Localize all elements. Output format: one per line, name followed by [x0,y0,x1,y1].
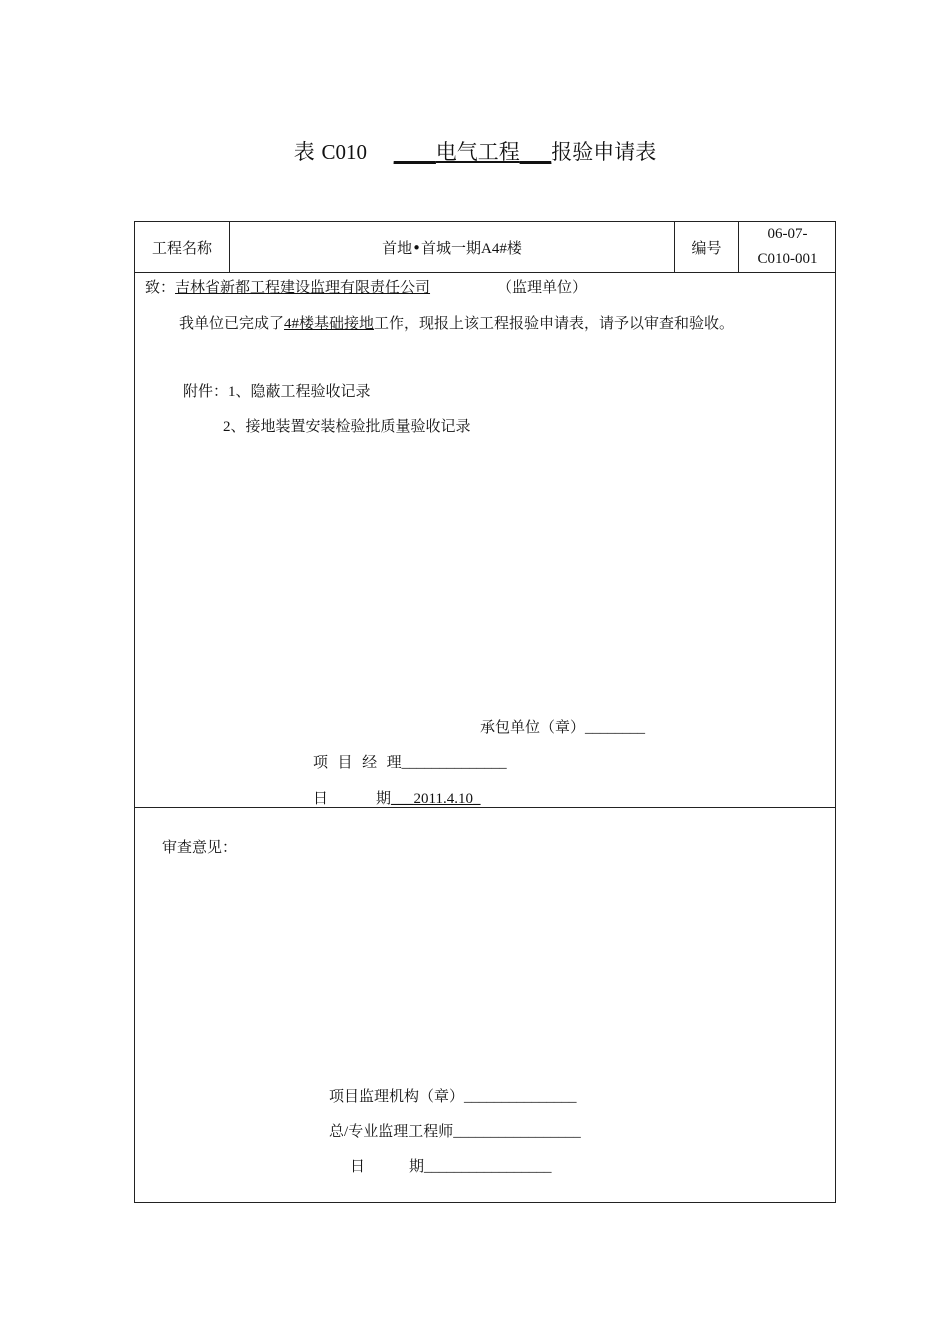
review-date-blank: _________________ [424,1159,552,1175]
manager-blank: ______________ [401,755,507,771]
header-row-bottom-border [135,272,835,273]
contractor-line [480,716,645,737]
supervising-engineer-line [329,1120,581,1141]
project-name-value-cell [230,222,674,272]
application-date-label-2: 期 [376,789,392,807]
agency-label: 项目监理机构（章） [329,1087,465,1105]
body-work-code: 4# [284,316,300,332]
attachment-1-text: 、隐蔽工程验收记录 [235,382,371,400]
project-name-part1: 首地•首城一期 [382,238,481,257]
attachment-1-num: 1 [228,384,236,400]
form-title [0,136,950,166]
project-name-part2: A4#楼 [481,240,522,257]
attachment-1 [183,380,371,401]
title-prefix: 表 [293,140,315,164]
engineer-prefix: 总 [329,1122,345,1140]
number-line1: 06-07- [767,226,808,242]
project-name-label: 工程名称 [151,238,212,257]
body-suffix: 工作，现报上该工程报验申请表，请予以审查和验收。 [374,314,735,332]
application-date-blank-post: _ [472,791,481,807]
application-date-label-1: 日 [313,789,329,807]
agency-blank: _______________ [464,1089,577,1105]
attachment-2 [223,415,471,436]
attachment-2-text: 、接地装置安装检验批质量验收记录 [230,417,471,435]
to-label: 致： [145,278,176,296]
body-prefix: 我单位已完成了 [179,314,285,332]
review-opinion-label: 审查意见： [162,838,238,856]
title-suffix: 报验申请表 [551,140,657,164]
body-work-name: 楼基础接地 [299,314,375,332]
number-line2: C010-001 [757,251,818,267]
review-date-label-1: 日 [350,1157,366,1175]
supervision-agency-line [329,1085,577,1106]
number-label: 编号 [691,238,722,257]
title-blank-right: ___ [519,140,552,164]
engineer-blank: _________________ [453,1124,581,1140]
supervisor-unit-note: （监理单位） [497,278,588,296]
title-code: C010 [321,140,367,164]
engineer-label: 专业监理工程师 [348,1122,454,1140]
title-subject: 电气工程 [435,140,520,164]
application-date-blank-pre: ___ [391,791,414,807]
application-body [179,312,734,333]
number-label-cell [675,222,738,272]
manager-label: 项 目 经 理 [313,753,402,771]
supervisor-company: 吉林省新都工程建设监理有限责任公司 [175,278,431,296]
attachments-label: 附件： [183,382,229,400]
attachment-2-num: 2 [223,419,231,435]
project-name-label-cell [135,222,229,272]
project-manager-line [313,751,507,772]
addressee-line [145,276,430,297]
engineer-slash: / [344,1124,349,1140]
application-date-value: 2011.4.10 [413,791,473,807]
contractor-blank: ________ [585,720,646,736]
section-divider [135,807,835,808]
number-value-cell [739,222,836,272]
inspection-form-table [134,221,836,1203]
application-date-line [313,787,480,808]
contractor-label: 承包单位（章） [480,718,586,736]
review-date-line [350,1155,552,1176]
title-blank-left: ____ [393,140,436,164]
review-date-label-2: 期 [409,1157,425,1175]
